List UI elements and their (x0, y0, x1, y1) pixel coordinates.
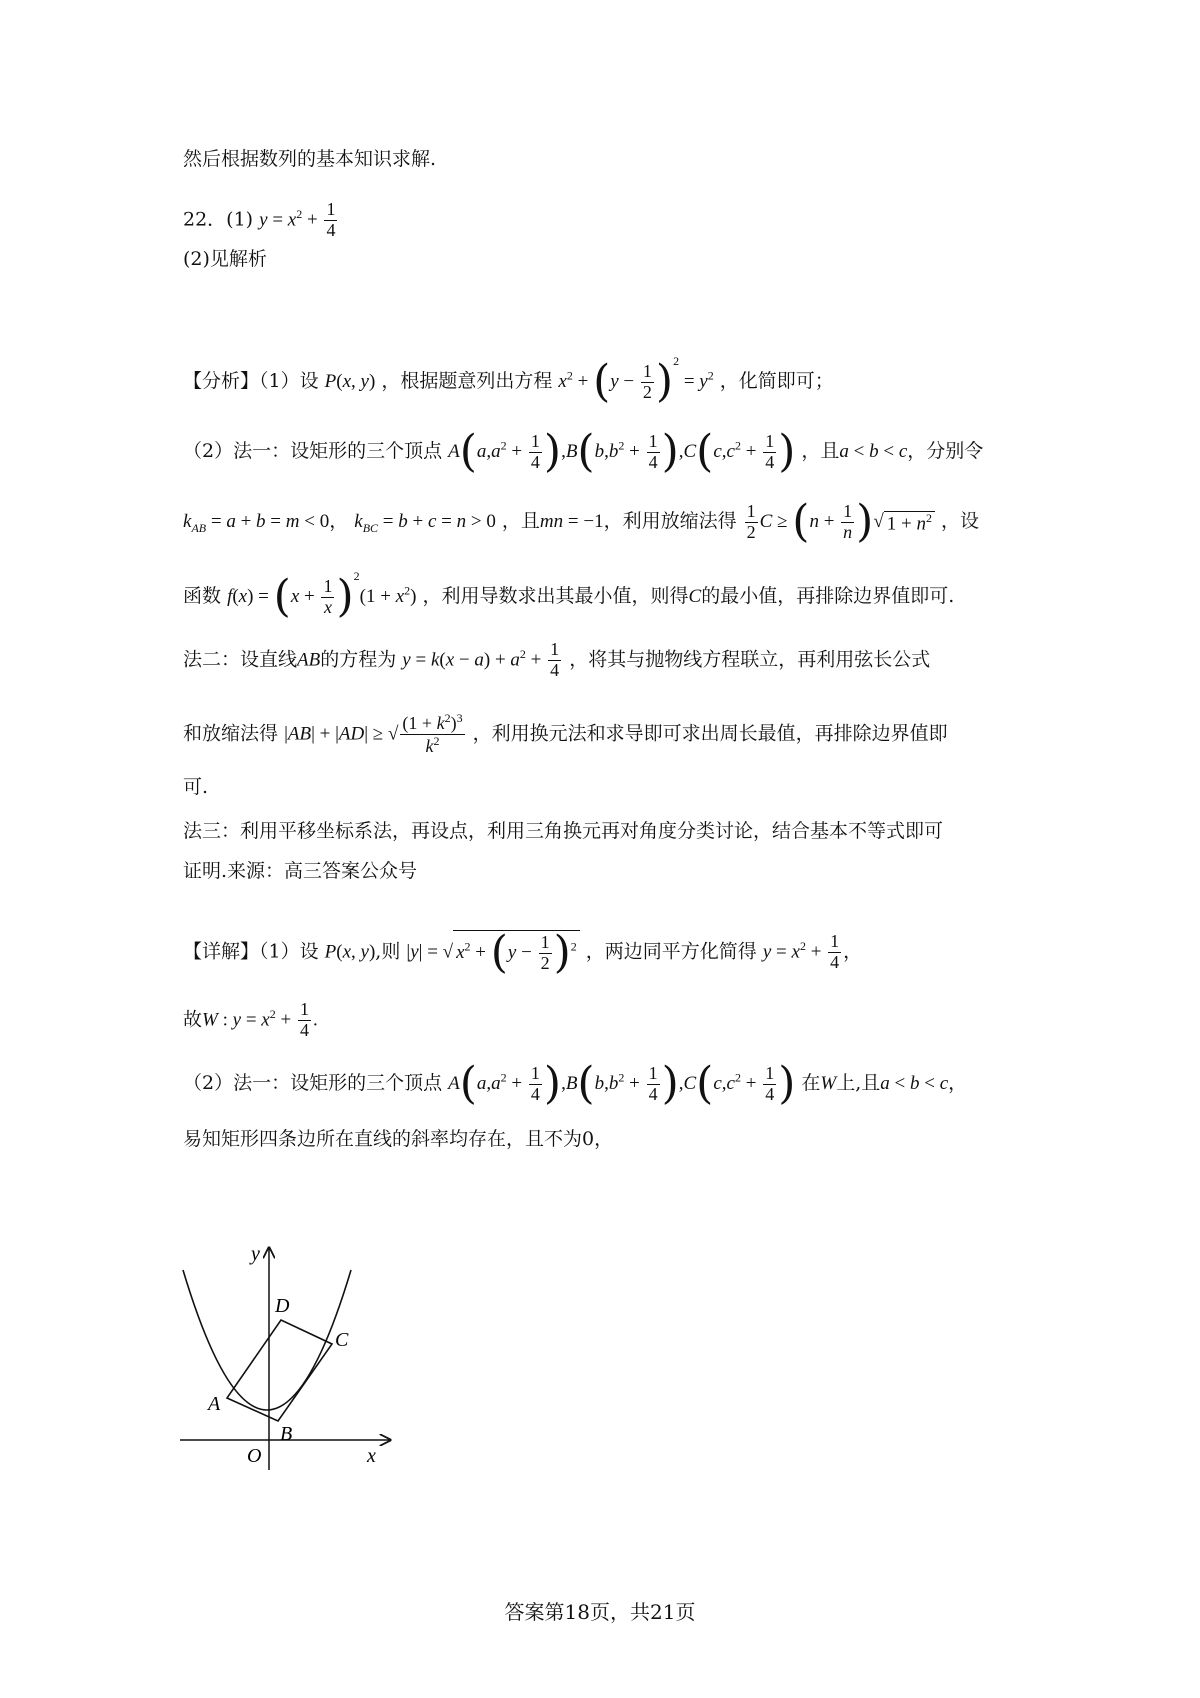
analysis-p4: 函数 f(x) = (x + $\frac{1}{x}$ )$^2(1 + x^2)$ ，利用导数求出其最小值，则得C的最小值，再排除边界值即可. (183, 569, 955, 622)
analysis-m3a: 法三：利用平移坐标系法，再设点，利用三角换元再对角度分类讨论，结合基本不等式即可 (183, 820, 944, 842)
y-axis-label: y (251, 1243, 260, 1265)
analysis-p3: $k_{AB} = a + b = m < 0$， $k_{BC} = b + c = n > 0$ ，且mn = −1，利用放缩法得 $\frac{1}{2}$ C ≥ (n + $\frac{1}{n}$ )√ $1 + n^2$ ，设 (183, 496, 980, 547)
analysis-m2c: 可. (183, 776, 209, 798)
analysis-m3b: 证明.来源：高三答案公众号 (183, 860, 418, 882)
analysis-p1: 【分析】（1）设 P(x, y) ，根据题意列出方程 $x^2 + (y$ − $\frac{1}{2}$ )$^2 = y^2$ ，化简即可； (183, 354, 834, 407)
x-axis-label: x (367, 1445, 376, 1467)
page-footer: 答案第18页，共21页 (504, 1600, 696, 1624)
point-d-label: D (275, 1295, 290, 1317)
point-b-label: B (280, 1423, 293, 1445)
detail-d1: 【详解】（1）设 P(x, y),则 |y| = √ $x^2 + (y$ − $\frac{1}{2}$ )$^2$ ，两边同平方化简得 $y = x^2$ + $\frac{1}{4}$ ， (183, 927, 863, 978)
detail-tag: 【详解】 (183, 940, 260, 963)
point-a-label: A (208, 1393, 221, 1415)
top-line: 然后根据数列的基本知识求解. (183, 148, 437, 170)
analysis-m2: 法二：设直线AB的方程为 $y = k(x - a) + a^2$ + $\frac{1}{4}$ ，将其与抛物线方程联立，再利用弦长公式 (183, 639, 931, 680)
parabola-figure (175, 1240, 435, 1475)
point-c-label: C (335, 1329, 349, 1351)
analysis-tag: 【分析】 (183, 370, 260, 392)
origin-label: O (247, 1445, 262, 1467)
analysis-m2b: 和放缩法得 |AB| + |AD| ≥ √ $\frac{(1 + k^2)^3}{k^2}$ ，利用换元法和求导即可求出周长最值，再排除边界值即 (183, 711, 948, 756)
rectangle-abcd (227, 1320, 332, 1421)
detail-d4: 易知矩形四条边所在直线的斜率均存在，且不为0， (183, 1128, 614, 1150)
detail-d2: 故W : $y = x^2$ + $\frac{1}{4}$ . (183, 999, 318, 1040)
q22-answer-1: 22．(1) $y = x^2$ + $\frac{1}{4}$ (183, 199, 336, 240)
detail-d3: （2）法一：设矩形的三个顶点 $A(a,a^2$ + $\frac{1}{4}$ )$,B(b,b^2$ + $\frac{1}{4}$ )$,C(c,c^2$ + $\frac{1}{4}$ ) 在W上,且a < b < c， (183, 1058, 968, 1109)
analysis-p2: （2）法一：设矩形的三个顶点 $A(a,a^2$ + $\frac{1}{4}$ )$,B(b,b^2$ + $\frac{1}{4}$ )$,C(c,c^2$ + $\frac{1}{4}$ ) ，且a < b < c，分别令 (183, 426, 984, 477)
q22-answer-2: (2)见解析 (183, 248, 267, 270)
